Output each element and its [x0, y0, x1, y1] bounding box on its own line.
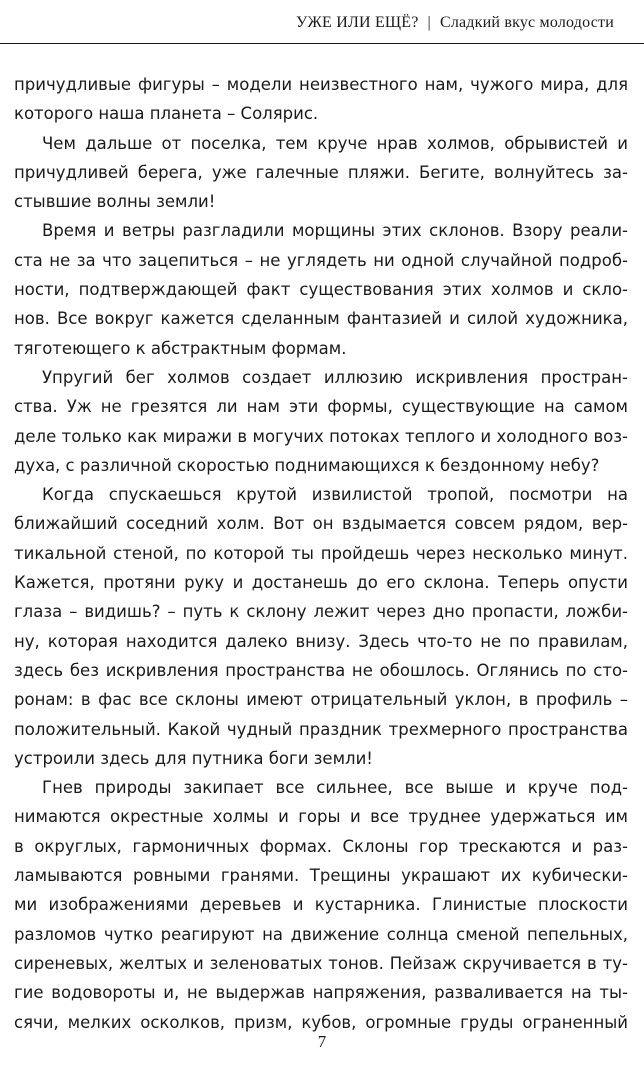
text-line: Когда спускаешься крутой извилистой тропой, посмотри на	[42, 485, 628, 505]
text-line: причудливей берега, уже галечные пляжи. Бегите, волнуйтесь за-	[14, 162, 628, 182]
text-line: ста не за что зацепиться – не углядеть ни одной случайной подроб-	[14, 250, 628, 270]
running-header-chapter: Сладкий вкус молодости	[439, 14, 614, 31]
text-line: нимаются окрестные холмы и горы и все труднее удержаться им	[14, 807, 628, 827]
paragraph	[14, 129, 628, 217]
running-header	[296, 14, 614, 32]
text-line: ближайший соседний холм. Вот он вздымается совсем рядом, вер-	[14, 514, 628, 534]
text-line: тяготеющего к абстрактным формам.	[14, 338, 347, 358]
text-line: Гнев природы закипает все сильнее, все выше и круче под-	[42, 778, 628, 798]
text-line: ности, подтверждающей факт существования этих холмов и скло-	[14, 280, 628, 300]
text-line: ми изображениями деревьев и кустарника. Глинистые плоскости	[14, 895, 628, 915]
text-line: разломов чутко реагируют на движение солнца сменой пепельных,	[14, 924, 628, 944]
paragraph	[14, 70, 628, 129]
text-line: тикальной стеной, по которой ты пройдешь через несколько минут.	[14, 543, 628, 563]
paragraph	[14, 773, 628, 1037]
text-line: в округлых, гармоничных формах. Склоны гор трескаются и раз-	[14, 836, 628, 856]
text-line: гие водовороты и, не выдержав напряжения, разваливается на ты-	[14, 983, 628, 1003]
text-line: нов. Все вокруг кажется сделанным фантазией и силой художника,	[14, 309, 628, 329]
text-line: сячи, мелких осколков, призм, кубов, огромные груды ограненный	[14, 1012, 628, 1032]
paragraph	[14, 363, 628, 480]
text-line: причудливые фигуры – модели неизвестного нам, чужого мира, для	[14, 75, 628, 94]
page-body	[14, 70, 628, 1037]
text-line: положительный. Какой чудный праздник трехмерного пространства	[14, 719, 628, 739]
text-line: ну, которая находится далеко внизу. Здесь что-то не по правилам,	[14, 631, 628, 651]
text-line: Чем дальше от поселка, тем круче нрав холмов, обрывистей и	[42, 133, 628, 153]
running-header-section: УЖЕ ИЛИ ЕЩЁ?	[295, 14, 419, 31]
text-line: Упругий бег холмов создает иллюзию искривления простран-	[42, 367, 628, 387]
text-line: духа, с различной скоростью поднимающихся к бездонному небу?	[14, 455, 600, 475]
text-line: ронам: в фас все склоны имеют отрицательный уклон, в профиль –	[14, 690, 628, 710]
text-line: Кажется, протяни руку и достанешь до его склона. Теперь опусти	[14, 573, 628, 593]
text-line: здесь без искривления пространства не обошлось. Оглянись по сто-	[14, 660, 628, 680]
running-header-separator: |	[427, 14, 431, 31]
header-rule	[0, 43, 644, 44]
text-line: которого наша планета – Солярис.	[14, 104, 319, 124]
paragraph	[14, 480, 628, 773]
text-line: деле только как миражи в могучих потоках теплого и холодного воз-	[14, 426, 628, 446]
text-line: глаза – видишь? – путь к склону лежит через дно пропасти, ложби-	[14, 602, 628, 622]
text-line: Время и ветры разгладили морщины этих склонов. Взору реали-	[42, 221, 628, 241]
paragraph	[14, 216, 628, 362]
text-line: стывшие волны земли!	[14, 192, 216, 212]
page-number: 7	[317, 1032, 327, 1051]
text-line: сиреневых, желтых и зеленоватых тонов. Пейзаж скручивается в ту-	[14, 953, 628, 973]
text-line: ства. Уж не грезятся ли нам эти формы, существующие на самом	[14, 397, 628, 417]
text-line: устроили здесь для путника боги земли!	[14, 748, 373, 768]
text-line: ламываются ровными гранями. Трещины украшают их кубически-	[14, 866, 628, 886]
